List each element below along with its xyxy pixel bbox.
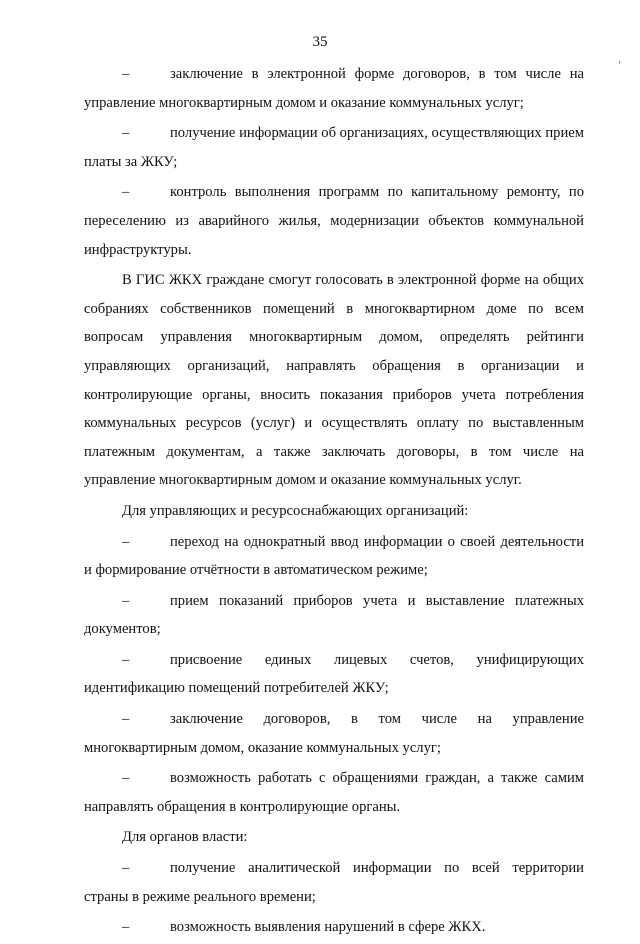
stray-mark: ‘ xyxy=(618,60,622,71)
top-item-text: заключение в электронной форме договоров, в том числе на управление многоквартирным домом и оказание коммунальных услуг; xyxy=(84,66,584,111)
top-item xyxy=(84,119,584,176)
org-item xyxy=(84,764,584,821)
dash-bullet: – xyxy=(122,919,130,936)
org-item xyxy=(84,528,584,585)
top-item-text: получение информации об организациях, осуществляющих прием платы за ЖКУ; xyxy=(84,125,584,170)
org-item xyxy=(84,705,584,762)
page-number: 35 xyxy=(312,34,328,50)
org-item xyxy=(84,587,584,644)
top-item-text: контроль выполнения программ по капитальному ремонту, по переселению из аварийного жилья, модернизации объектов коммунальной инфраструктуры. xyxy=(84,184,584,258)
dash-bullet: – xyxy=(122,860,130,877)
paragraph-citizens: В ГИС ЖКХ граждане смогут голосовать в электронной форме на общих собраниях собственников помещений в многоквартирном доме по всем вопросам управления многоквартирным домом, определять рейтинги управляющих организаций, направлять обращения в организации и контролирующие органы, вносить показания приборов учета потребления коммунальных ресурсов (услуг) и осуществлять оплату по выставленным платежным документам, а также заключать договоры, в том числе на управление многоквартирным домом и оказание коммунальных услуг. xyxy=(84,272,584,489)
dash-bullet: – xyxy=(122,592,130,609)
dash-bullet: – xyxy=(122,66,130,82)
top-item xyxy=(84,60,584,117)
dash-bullet: – xyxy=(122,533,130,550)
top-item xyxy=(84,178,584,264)
auth-item xyxy=(84,854,584,911)
org-item-text: присвоение единых лицевых счетов, унифицирующих идентификацию помещений потребителей ЖКУ; xyxy=(84,651,584,697)
heading-authorities: Для органов власти: xyxy=(122,829,248,846)
bullet-list-top xyxy=(84,60,584,264)
dash-bullet: – xyxy=(122,770,130,787)
dash-bullet: – xyxy=(122,651,130,668)
auth-item-text: получение аналитической информации по всей территории страны в режиме реального времени; xyxy=(84,860,584,905)
bullet-list-organizations xyxy=(84,528,584,822)
heading-organizations: Для управляющих и ресурсоснабжающих организаций: xyxy=(122,502,469,519)
auth-item xyxy=(84,913,584,942)
bullet-list-authorities xyxy=(84,854,584,942)
org-item-text: переход на однократный ввод информации о своей деятельности и формирование отчётности в автоматическом режиме; xyxy=(84,533,584,579)
dash-bullet: – xyxy=(122,184,130,201)
org-item-text: прием показаний приборов учета и выставление платежных документов; xyxy=(84,592,584,638)
document-body xyxy=(84,60,584,944)
org-item xyxy=(84,646,584,703)
org-item-text: возможность работать с обращениями граждан, а также самим направлять обращения в контролирующие органы. xyxy=(84,770,584,815)
dash-bullet: – xyxy=(122,125,130,142)
auth-item-text: возможность выявления нарушений в сфере ЖКХ. xyxy=(170,919,486,936)
org-item-text: заключение договоров, в том числе на управление многоквартирным домом, оказание коммунальных услуг; xyxy=(84,711,584,756)
dash-bullet: – xyxy=(122,711,130,728)
